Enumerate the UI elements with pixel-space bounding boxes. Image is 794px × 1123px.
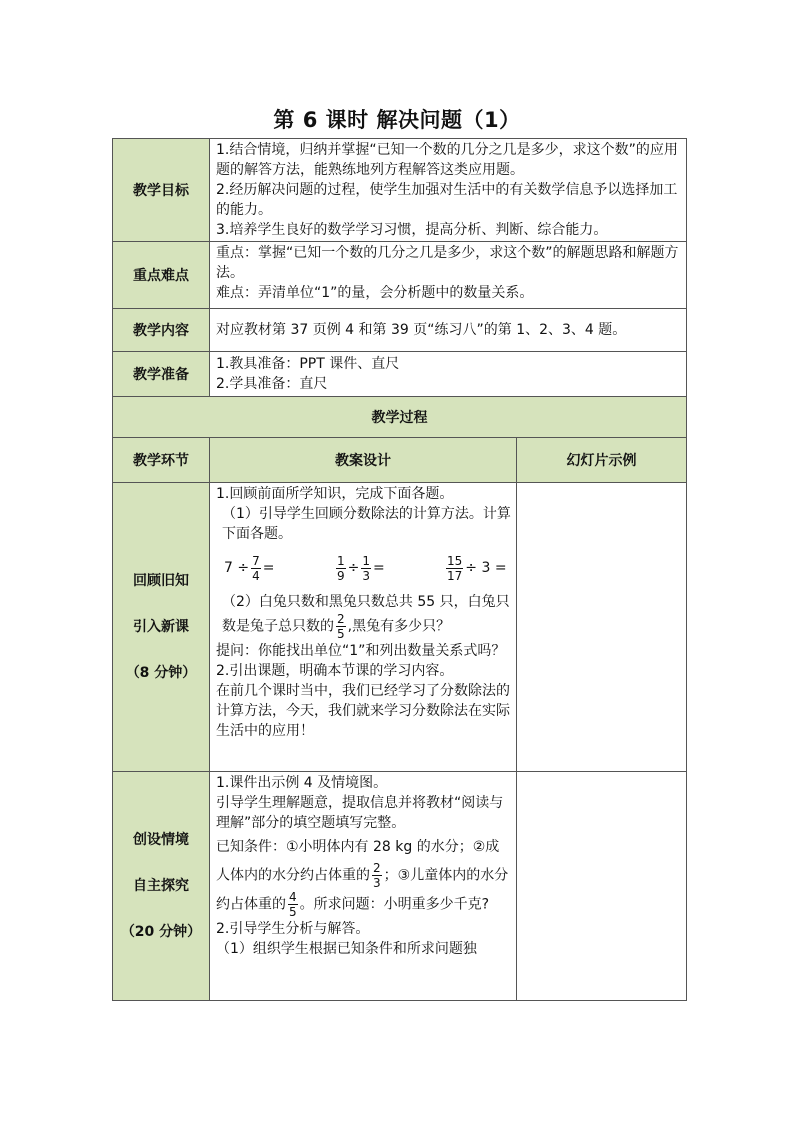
expr-2-fraction-b [361, 554, 371, 583]
denominator: 4 [252, 568, 260, 583]
numerator: 4 [289, 890, 297, 904]
s2-fraction-child [288, 890, 298, 919]
expr-2 [334, 554, 444, 583]
goal-line-3: 3.培养学生良好的数学学习习惯，提高分析、判断、综合能力。 [216, 222, 608, 238]
column-header-stage: 教学环节 [113, 438, 210, 483]
expr-3-fraction [446, 554, 463, 583]
key-point-line-1: 重点：掌握“已知一个数的几分之几是多少，求这个数”的解题思路和解题方法。 [216, 245, 679, 281]
denominator: 5 [337, 627, 345, 641]
numerator: 1 [362, 553, 371, 568]
row-goals [113, 139, 687, 242]
preparation-line-2: 2.学具准备：直尺 [216, 376, 328, 392]
page-title: 第 6 课时 解决问题（1） [273, 108, 521, 132]
s1-expressions [216, 544, 512, 592]
numerator: 7 [252, 553, 260, 568]
denominator: 9 [337, 568, 345, 583]
numerator: 2 [373, 861, 381, 875]
section1-stage-line-3: （8 分钟） [125, 665, 197, 681]
expr-1-fraction [251, 554, 261, 583]
expr-2-op: ÷ [347, 560, 360, 576]
row-section-explore [113, 772, 687, 1001]
key-points-label: 重点难点 [113, 242, 210, 309]
s1-line-5: 2.引出课题，明确本节课的学习内容。 [216, 663, 454, 679]
section2-stage-line-3: （20 分钟） [120, 924, 202, 940]
expr-2-fraction-a [336, 554, 346, 583]
expr-1-eq: = [262, 560, 275, 576]
s2-line-3 [216, 833, 512, 919]
expr-2-eq: = [373, 560, 385, 576]
expr-3 [444, 554, 507, 583]
section1-stage [113, 483, 210, 772]
goals-label: 教学目标 [113, 139, 210, 242]
expr-1-lead: 7 ÷ [224, 560, 250, 576]
s1-line-3-fraction [336, 612, 346, 641]
denominator: 5 [289, 905, 297, 919]
section2-stage-line-1: 创设情境 [133, 832, 189, 848]
s2-line-2: 引导学生理解题意，提取信息并将教材“阅读与理解”部分的填空题填写完整。 [216, 795, 504, 831]
row-preparation [113, 352, 687, 397]
row-section-review [113, 483, 687, 772]
goal-line-2: 2.经历解决问题的过程，使学生加强对生活中的有关数学信息予以选择加工的能力。 [216, 182, 678, 218]
denominator: 17 [447, 568, 463, 583]
denominator: 3 [373, 876, 381, 890]
s1-line-3a: （2）白兔只数和黑兔只数总共 55 只，白兔只数是兔子总只数的 [222, 594, 510, 635]
key-point-line-2: 难点：弄清单位“1”的量，会分析题中的数量关系。 [216, 285, 534, 301]
s2-line-3b: ；③儿童体内的水分约占体重的 [216, 867, 509, 913]
preparation-content [210, 352, 687, 397]
s2-line-3c: 。所求问题：小明重多少千克? [299, 896, 490, 913]
lesson-plan-table [112, 138, 687, 1001]
section1-design [210, 483, 517, 772]
content-text: 对应教材第 37 页例 4 和第 39 页“练习八”的第 1、2、3、4 题。 [210, 309, 687, 352]
s2-line-4: 2.引导学生分析与解答。 [216, 921, 370, 937]
row-process-header [113, 397, 687, 438]
s2-line-1: 1.课件出示例 4 及情境图。 [216, 775, 388, 791]
goal-line-1: 1.结合情境，归纳并掌握“已知一个数的几分之几是多少，求这个数”的应用题的解答方法，能熟练地列方程解答这类应用题。 [216, 142, 678, 178]
s1-line-1: 1.回顾前面所学知识，完成下面各题。 [216, 486, 454, 502]
s1-line-3b: ,黑兔有多少只？ [347, 618, 451, 635]
column-header-slides: 幻灯片示例 [517, 438, 687, 483]
section1-slides [517, 483, 687, 772]
section1-stage-line-2: 引入新课 [133, 619, 189, 635]
preparation-label: 教学准备 [113, 352, 210, 397]
numerator: 15 [447, 553, 463, 568]
s2-line-3a: 已知条件：①小明体内有 28 kg 的水分；②成人体内的水分约占体重的 [216, 839, 500, 884]
numerator: 2 [337, 612, 345, 626]
expr-1 [224, 554, 334, 583]
s1-line-3 [216, 592, 512, 641]
key-points-content [210, 242, 687, 309]
section2-slides [517, 772, 687, 1001]
denominator: 3 [362, 568, 371, 583]
s1-line-4: 提问：你能找出单位“1”和列出数量关系式吗？ [216, 643, 506, 659]
row-column-headers [113, 438, 687, 483]
row-content [113, 309, 687, 352]
section2-stage-line-2: 自主探究 [133, 878, 189, 894]
preparation-line-1: 1.教具准备：PPT 课件、直尺 [216, 356, 400, 372]
goals-content [210, 139, 687, 242]
expr-3-rest: ÷ 3 = [465, 560, 507, 576]
content-label: 教学内容 [113, 309, 210, 352]
section2-stage [113, 772, 210, 1001]
section1-stage-line-1: 回顾旧知 [133, 573, 189, 589]
section2-design [210, 772, 517, 1001]
s1-line-2: （1）引导学生回顾分数除法的计算方法。计算下面各题。 [222, 506, 511, 542]
numerator: 1 [337, 553, 345, 568]
s1-line-6: 在前几个课时当中，我们已经学习了分数除法的计算方法，今天，我们就来学习分数除法在实际生活中的应用！ [216, 683, 510, 739]
s2-fraction-adult [372, 861, 382, 890]
s2-line-5: （1）组织学生根据已知条件和所求问题独 [216, 941, 477, 957]
process-header: 教学过程 [113, 397, 687, 438]
column-header-design: 教案设计 [210, 438, 517, 483]
row-key-points [113, 242, 687, 309]
